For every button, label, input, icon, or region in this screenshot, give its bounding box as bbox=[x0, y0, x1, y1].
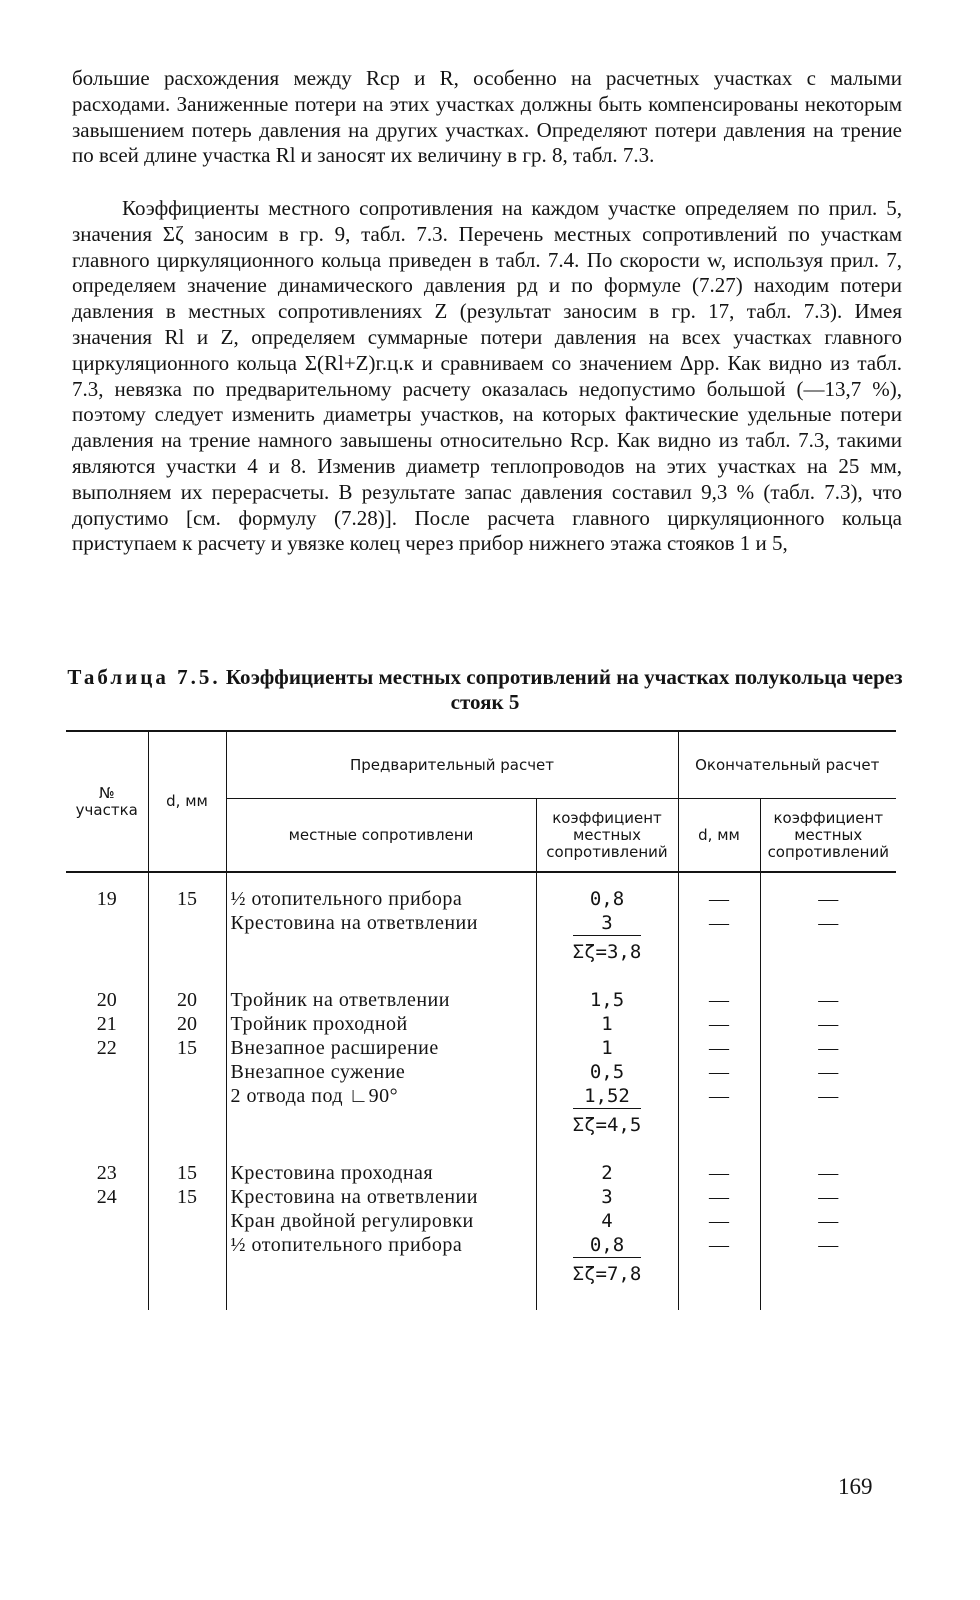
cell-section-no bbox=[66, 935, 148, 988]
cell-section-no: 24 bbox=[66, 1185, 148, 1209]
cell-section-no bbox=[66, 1209, 148, 1233]
cell-description bbox=[226, 935, 536, 988]
cell-description: Тройник проходной bbox=[226, 1012, 536, 1036]
cell-final-coefficient bbox=[760, 935, 896, 988]
cell-section-no bbox=[66, 1084, 148, 1108]
cell-coefficient: 0,8 bbox=[536, 1233, 678, 1257]
sum-row bbox=[66, 935, 896, 988]
cell-section-no bbox=[66, 911, 148, 935]
paragraph-1: большие расхождения между Rср и R, особенно на расчетных участках с малыми расходами. Заниженные потери на этих участках должны быть компенсированы некоторым завышением потерь давления на других участках. Определяют потери давления на трение по всей длине участка Rl и заносят их величину в гр. 8, табл. 7.3. bbox=[72, 66, 902, 168]
sum-row bbox=[66, 1108, 896, 1161]
cell-final-diameter: — bbox=[678, 1209, 760, 1233]
coefficient-sum: Σζ=4,5 bbox=[573, 1108, 642, 1137]
header-coefficient: коэффициент местных сопротивлений bbox=[536, 799, 678, 873]
cell-final-diameter: — bbox=[678, 1036, 760, 1060]
table-row bbox=[66, 1084, 896, 1108]
header-preliminary: Предварительный расчет bbox=[226, 731, 678, 799]
spacer-cell bbox=[760, 872, 896, 887]
paragraph-2: Коэффициенты местного сопротивления на каждом участке определяем по прил. 5, значения Σζ заносим в гр. 9, табл. 7.3. Перечень местных сопротивлений по участкам главного циркуляционного кольца приведен в табл. 7.4. По скорости w, используя прил. 7, определяем значение динамического давления pд и по формуле (7.27) находим потери давления в местных сопротивлениях Z (результат заносим в гр. 17, табл. 7.3). Имея значения Rl и Z, определяем суммарные потери давления на всех участках главного циркуляционного кольца Σ(Rl+Z)г.ц.к и сравниваем со значением Δpр. Как видно из табл. 7.3, невязка по предварительному расчету оказалась недопустимо большой (—13,7 %), поэтому следует изменить диаметры участков, на которых фактические удельные потери давления на трение намного завышены относительно Rср. Как видно из табл. 7.3, такими являются участки 4 и 8. Изменив диаметр теплопроводов на этих участках на 25 мм, выполняем их перерасчеты. В результате запас давления составил 9,3 % (табл. 7.3), что допустимо [см. формулу (7.28)]. После расчета главного циркуляционного кольца приступаем к расчету и увязке колец через прибор нижнего этажа стояков 1 и 5, bbox=[72, 196, 902, 556]
cell-description: ½ отопительного прибора bbox=[226, 887, 536, 911]
header-final: Окончательный расчет bbox=[678, 731, 896, 799]
cell-diameter: 15 bbox=[148, 1185, 226, 1209]
spacer-cell bbox=[66, 872, 148, 887]
table-caption bbox=[60, 665, 910, 715]
table-row bbox=[66, 1161, 896, 1185]
cell-final-diameter bbox=[678, 1257, 760, 1310]
cell-final-coefficient: — bbox=[760, 887, 896, 911]
cell-final-coefficient: — bbox=[760, 1036, 896, 1060]
spacer-cell bbox=[678, 872, 760, 887]
cell-diameter: 15 bbox=[148, 1161, 226, 1185]
cell-final-diameter: — bbox=[678, 887, 760, 911]
cell-description: Внезапное сужение bbox=[226, 1060, 536, 1084]
table-header-row-1 bbox=[66, 731, 896, 799]
sum-row bbox=[66, 1257, 896, 1310]
spacer-cell bbox=[226, 872, 536, 887]
cell-coefficient: 4 bbox=[536, 1209, 678, 1233]
cell-coefficient-sum bbox=[536, 1108, 678, 1161]
table-caption-title: Коэффициенты местных сопротивлений на участках полукольца через стояк 5 bbox=[225, 665, 903, 714]
table-row bbox=[66, 1209, 896, 1233]
cell-coefficient: 0,8 bbox=[536, 887, 678, 911]
cell-coefficient: 3 bbox=[536, 1185, 678, 1209]
cell-description: Внезапное расширение bbox=[226, 1036, 536, 1060]
cell-description: ½ отопительного прибора bbox=[226, 1233, 536, 1257]
cell-final-diameter: — bbox=[678, 911, 760, 935]
cell-final-diameter: — bbox=[678, 1060, 760, 1084]
cell-final-diameter: — bbox=[678, 1161, 760, 1185]
cell-section-no bbox=[66, 1257, 148, 1310]
cell-final-coefficient: — bbox=[760, 1161, 896, 1185]
cell-diameter: 15 bbox=[148, 1036, 226, 1060]
cell-section-no bbox=[66, 1233, 148, 1257]
cell-coefficient: 1 bbox=[536, 1012, 678, 1036]
cell-final-diameter bbox=[678, 1108, 760, 1161]
header-section-no: № участка bbox=[66, 731, 148, 872]
table-row bbox=[66, 1060, 896, 1084]
cell-description: Крестовина на ответвлении bbox=[226, 1185, 536, 1209]
resistance-table bbox=[66, 730, 896, 1310]
cell-final-coefficient: — bbox=[760, 1233, 896, 1257]
table-row bbox=[66, 911, 896, 935]
cell-final-diameter: — bbox=[678, 988, 760, 1012]
cell-diameter bbox=[148, 1108, 226, 1161]
table-row bbox=[66, 988, 896, 1012]
table-row bbox=[66, 887, 896, 911]
cell-final-coefficient: — bbox=[760, 1060, 896, 1084]
cell-final-coefficient: — bbox=[760, 911, 896, 935]
cell-final-diameter: — bbox=[678, 1185, 760, 1209]
cell-final-coefficient bbox=[760, 1257, 896, 1310]
cell-section-no: 19 bbox=[66, 887, 148, 911]
cell-coefficient-sum bbox=[536, 1257, 678, 1310]
table-row bbox=[66, 1012, 896, 1036]
coefficient-sum: Σζ=3,8 bbox=[573, 935, 642, 964]
cell-section-no: 22 bbox=[66, 1036, 148, 1060]
cell-coefficient: 1 bbox=[536, 1036, 678, 1060]
cell-coefficient-sum bbox=[536, 935, 678, 988]
cell-description: Тройник на ответвлении bbox=[226, 988, 536, 1012]
spacer-cell bbox=[536, 872, 678, 887]
cell-final-diameter: — bbox=[678, 1012, 760, 1036]
cell-final-coefficient: — bbox=[760, 1209, 896, 1233]
cell-description: Крестовина на ответвлении bbox=[226, 911, 536, 935]
cell-section-no: 21 bbox=[66, 1012, 148, 1036]
cell-final-diameter bbox=[678, 935, 760, 988]
header-final-coefficient: коэффициент местных сопротивлений bbox=[760, 799, 896, 873]
cell-diameter bbox=[148, 1060, 226, 1084]
cell-diameter bbox=[148, 1209, 226, 1233]
cell-coefficient: 1,52 bbox=[536, 1084, 678, 1108]
cell-description: 2 отвода под ∟90° bbox=[226, 1084, 536, 1108]
cell-diameter bbox=[148, 911, 226, 935]
cell-description bbox=[226, 1257, 536, 1310]
cell-section-no bbox=[66, 1108, 148, 1161]
table-row bbox=[66, 1233, 896, 1257]
cell-diameter bbox=[148, 1233, 226, 1257]
cell-diameter: 20 bbox=[148, 1012, 226, 1036]
cell-diameter bbox=[148, 935, 226, 988]
cell-final-coefficient: — bbox=[760, 1185, 896, 1209]
cell-final-diameter: — bbox=[678, 1084, 760, 1108]
table-spacer-row bbox=[66, 872, 896, 887]
cell-coefficient: 0,5 bbox=[536, 1060, 678, 1084]
cell-description: Крестовина проходная bbox=[226, 1161, 536, 1185]
cell-coefficient: 3 bbox=[536, 911, 678, 935]
cell-diameter bbox=[148, 1084, 226, 1108]
cell-coefficient: 1,5 bbox=[536, 988, 678, 1012]
cell-description bbox=[226, 1108, 536, 1161]
table-body bbox=[66, 872, 896, 1310]
cell-coefficient: 2 bbox=[536, 1161, 678, 1185]
cell-final-coefficient: — bbox=[760, 1012, 896, 1036]
cell-section-no: 23 bbox=[66, 1161, 148, 1185]
cell-section-no: 20 bbox=[66, 988, 148, 1012]
cell-diameter: 20 bbox=[148, 988, 226, 1012]
cell-final-coefficient: — bbox=[760, 1084, 896, 1108]
coefficient-sum: Σζ=7,8 bbox=[573, 1257, 642, 1286]
cell-description: Кран двойной регулировки bbox=[226, 1209, 536, 1233]
table-row bbox=[66, 1185, 896, 1209]
header-final-diameter: d, мм bbox=[678, 799, 760, 873]
table-row bbox=[66, 1036, 896, 1060]
cell-final-coefficient bbox=[760, 1108, 896, 1161]
cell-final-diameter: — bbox=[678, 1233, 760, 1257]
cell-section-no bbox=[66, 1060, 148, 1084]
page-number: 169 bbox=[838, 1474, 873, 1499]
cell-final-coefficient: — bbox=[760, 988, 896, 1012]
table-caption-label: Таблица 7.5. bbox=[67, 665, 221, 689]
spacer-cell bbox=[148, 872, 226, 887]
cell-diameter bbox=[148, 1257, 226, 1310]
cell-diameter: 15 bbox=[148, 887, 226, 911]
header-diameter: d, мм bbox=[148, 731, 226, 872]
header-local-resistances: местные сопротивлени bbox=[226, 799, 536, 873]
